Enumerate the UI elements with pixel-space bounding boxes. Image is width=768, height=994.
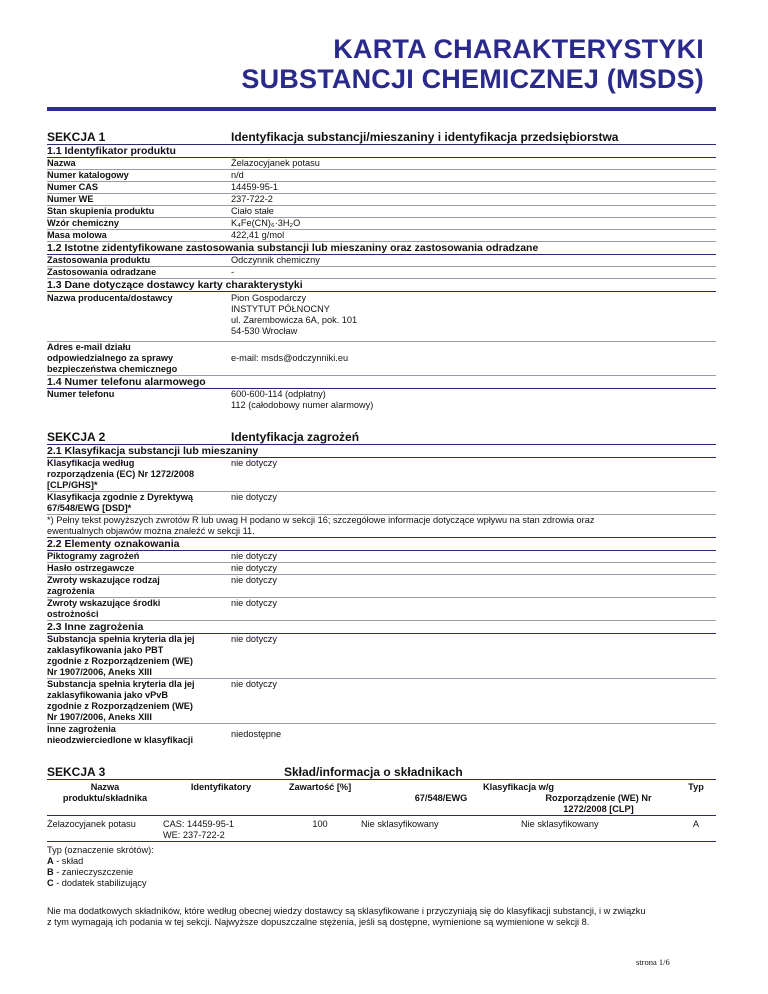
subsection-2-3: 2.3 Inne zagrożenia bbox=[47, 621, 716, 634]
row-numer-we bbox=[47, 194, 716, 206]
title-divider bbox=[47, 107, 716, 111]
value: nie dotyczy bbox=[231, 551, 277, 561]
cell-typ: A bbox=[676, 816, 716, 842]
section-3 bbox=[47, 766, 716, 928]
row-nazwa bbox=[47, 158, 716, 170]
value: nie dotyczy bbox=[231, 563, 277, 573]
label: Adres e-mail działu odpowiedzialnego za sprawy bezpieczeństwa chemicznego bbox=[47, 342, 178, 374]
value: nie dotyczy bbox=[231, 575, 277, 585]
value: Odczynnik chemiczny bbox=[231, 255, 320, 265]
cell-ewg: Nie sklasyfikowany bbox=[361, 816, 521, 842]
value: nie dotyczy bbox=[231, 679, 277, 689]
doc-title-line1: KARTA CHARAKTERYSTYKI bbox=[333, 34, 704, 64]
label: Numer katalogowy bbox=[47, 170, 129, 180]
row-piktogramy bbox=[47, 551, 716, 563]
address-line: ul. Zarembowicza 6A, pok. 101 bbox=[231, 315, 358, 325]
label: Zwroty wskazujące środki ostrożności bbox=[47, 598, 161, 619]
label: Substancja spełnia kryteria dla jej zaklasyfikowania jako PBT zgodnie z Rozporządzeniem (WE) Nr 1907/2006, Aneks XIII bbox=[47, 634, 195, 677]
value: Żelazocyjanek potasu bbox=[231, 158, 320, 168]
cell-clp: Nie sklasyfikowany bbox=[521, 816, 676, 842]
table-row bbox=[47, 816, 716, 842]
label: Klasyfikacja zgodnie z Dyrektywą 67/548/EWG [DSD]* bbox=[47, 492, 194, 513]
row-zastosowania-produktu bbox=[47, 255, 716, 267]
header-ewg: 67/548/EWG bbox=[361, 793, 521, 816]
header-nazwa: Nazwa produktu/składnika bbox=[47, 780, 163, 816]
label: Numer WE bbox=[47, 194, 94, 204]
row-zwroty-ostroznosci bbox=[47, 598, 716, 621]
doc-title-line2: SUBSTANCJI CHEMICZNEJ (MSDS) bbox=[241, 64, 704, 94]
row-wzor-chemiczny bbox=[47, 218, 716, 230]
row-numer-katalogowy bbox=[47, 170, 716, 182]
header-klasyfikacja: Klasyfikacja w/g bbox=[483, 782, 554, 792]
subsection-1-4: 1.4 Numer telefonu alarmowego bbox=[47, 376, 716, 389]
page-number: strona 1/6 bbox=[636, 957, 670, 967]
cell-nazwa: Żelazocyjanek potasu bbox=[47, 816, 163, 842]
label: Zwroty wskazujące rodzaj zagrożenia bbox=[47, 575, 160, 596]
section-2 bbox=[47, 431, 716, 746]
label: Nazwa bbox=[47, 158, 76, 168]
label: Wzór chemiczny bbox=[47, 218, 119, 228]
row-email bbox=[47, 342, 716, 376]
row-zastosowania-odradzane bbox=[47, 267, 716, 279]
row-masa-molowa bbox=[47, 230, 716, 242]
address-line: Pion Gospodarczy bbox=[231, 293, 307, 303]
section-2-title: Identyfikacja zagrożeń bbox=[231, 430, 360, 444]
subsection-1-1: 1.1 Identyfikator produktu bbox=[47, 145, 716, 158]
additional-info-paragraph: Nie ma dodatkowych składników, które według obecnej wiedzy dostawcy są sklasyfikowane i przyczyniają się do klasyfikacji substancji, i w związku z tym wymagają ich podania w tej sekcji. Najwyższe dopuszczalne stężenia, jeśli są dostępne, wymienione są wymienione w sekcji 8. bbox=[47, 906, 646, 927]
value: n/d bbox=[231, 170, 244, 180]
row-telefon bbox=[47, 389, 716, 411]
label: Stan skupienia produktu bbox=[47, 206, 155, 216]
row-klasyfikacja-dsd bbox=[47, 492, 716, 515]
header-identyfikatory: Identyfikatory bbox=[163, 780, 279, 816]
row-zwroty-zagrozenia bbox=[47, 575, 716, 598]
section-3-header bbox=[47, 766, 716, 780]
label: Zastosowania produktu bbox=[47, 255, 151, 265]
section-2-header bbox=[47, 431, 716, 445]
label: Masa molowa bbox=[47, 230, 107, 240]
value: nie dotyczy bbox=[231, 634, 277, 644]
value: - bbox=[231, 267, 235, 277]
header-clp: Rozporządzenie (WE) Nr 1272/2008 [CLP] bbox=[521, 793, 676, 816]
header-zawartosc: Zawartość [%] bbox=[279, 780, 361, 816]
value: Ciało stałe bbox=[231, 206, 274, 216]
row-haslo bbox=[47, 563, 716, 575]
type-legend-head: Typ (oznaczenie skrótów): bbox=[47, 845, 154, 855]
label: Numer telefonu bbox=[47, 389, 115, 399]
email-value: e-mail: msds@odczynniki.eu bbox=[231, 353, 349, 363]
label: Nazwa producenta/dostawcy bbox=[47, 293, 173, 303]
address-line: INSTYTUT PÓŁNOCNY bbox=[231, 304, 330, 314]
label: Inne zagrożenia nieodzwierciedlone w klasyfikacji bbox=[47, 724, 194, 745]
row-producent bbox=[47, 292, 716, 342]
section-1-header bbox=[47, 131, 716, 145]
type-legend-item: B - zanieczyszczenie bbox=[47, 867, 134, 877]
section-1-number: SEKCJA 1 bbox=[47, 130, 106, 144]
footnote: *) Pełny tekst powyższych zwrotów R lub uwag H podano w sekcji 16; szczegółowe informacje dotyczące wpływu na stan zdrowia oraz ewentualnych objawów można znaleźć w sekcji 11. bbox=[47, 515, 716, 538]
value: nie dotyczy bbox=[231, 598, 277, 608]
row-stan-skupienia bbox=[47, 206, 716, 218]
value: 422,41 g/mol bbox=[231, 230, 285, 240]
value: 14459-95-1 bbox=[231, 182, 278, 192]
type-legend bbox=[47, 845, 716, 889]
section-1 bbox=[47, 131, 716, 411]
label: Numer CAS bbox=[47, 182, 99, 192]
value: nie dotyczy bbox=[231, 492, 277, 502]
section-3-number: SEKCJA 3 bbox=[47, 765, 106, 779]
cell-identyfikatory: CAS: 14459-95-1 WE: 237-722-2 bbox=[163, 816, 279, 842]
subsection-1-2: 1.2 Istotne zidentyfikowane zastosowania substancji lub mieszaniny oraz zastosowania odradzane bbox=[47, 242, 716, 255]
section-2-number: SEKCJA 2 bbox=[47, 430, 106, 444]
value: nie dotyczy bbox=[231, 458, 277, 468]
subsection-2-2: 2.2 Elementy oznakowania bbox=[47, 538, 716, 551]
label: Zastosowania odradzane bbox=[47, 267, 157, 277]
subsection-1-3: 1.3 Dane dotyczące dostawcy karty charakterystyki bbox=[47, 279, 716, 292]
type-legend-item: A - skład bbox=[47, 856, 84, 866]
label: Klasyfikacja według rozporządzenia (EC) Nr 1272/2008 [CLP/GHS]* bbox=[47, 458, 195, 490]
value: niedostępne bbox=[231, 729, 282, 739]
label: Piktogramy zagrożeń bbox=[47, 551, 140, 561]
address-line: 54-530 Wrocław bbox=[231, 326, 298, 336]
value: K₄Fe(CN)₆·3H₂O bbox=[231, 218, 301, 228]
value: 237-722-2 bbox=[231, 194, 273, 204]
value: 600-600-114 (odpłatny) 112 (całodobowy numer alarmowy) bbox=[231, 389, 374, 410]
table-header-row bbox=[47, 780, 716, 793]
subsection-2-1: 2.1 Klasyfikacja substancji lub mieszaniny bbox=[47, 445, 716, 458]
section-3-title: Skład/informacja o składnikach bbox=[284, 765, 463, 779]
header-typ: Typ bbox=[676, 780, 716, 816]
type-legend-item: C - dodatek stabilizujący bbox=[47, 878, 147, 888]
composition-table bbox=[47, 780, 716, 842]
value bbox=[231, 293, 711, 337]
section-1-title: Identyfikacja substancji/mieszaniny i identyfikacja przedsiębiorstwa bbox=[231, 130, 619, 144]
row-inne-zagrozenia bbox=[47, 724, 716, 746]
label: Substancja spełnia kryteria dla jej zaklasyfikowania jako vPvB zgodnie z Rozporządzeniem (WE) Nr 1907/2006, Aneks XIII bbox=[47, 679, 195, 722]
row-pbt bbox=[47, 634, 716, 679]
label: Hasło ostrzegawcze bbox=[47, 563, 135, 573]
row-klasyfikacja-clp bbox=[47, 458, 716, 492]
row-numer-cas bbox=[47, 182, 716, 194]
row-vpvb bbox=[47, 679, 716, 724]
cell-zawartosc: 100 bbox=[279, 816, 361, 842]
